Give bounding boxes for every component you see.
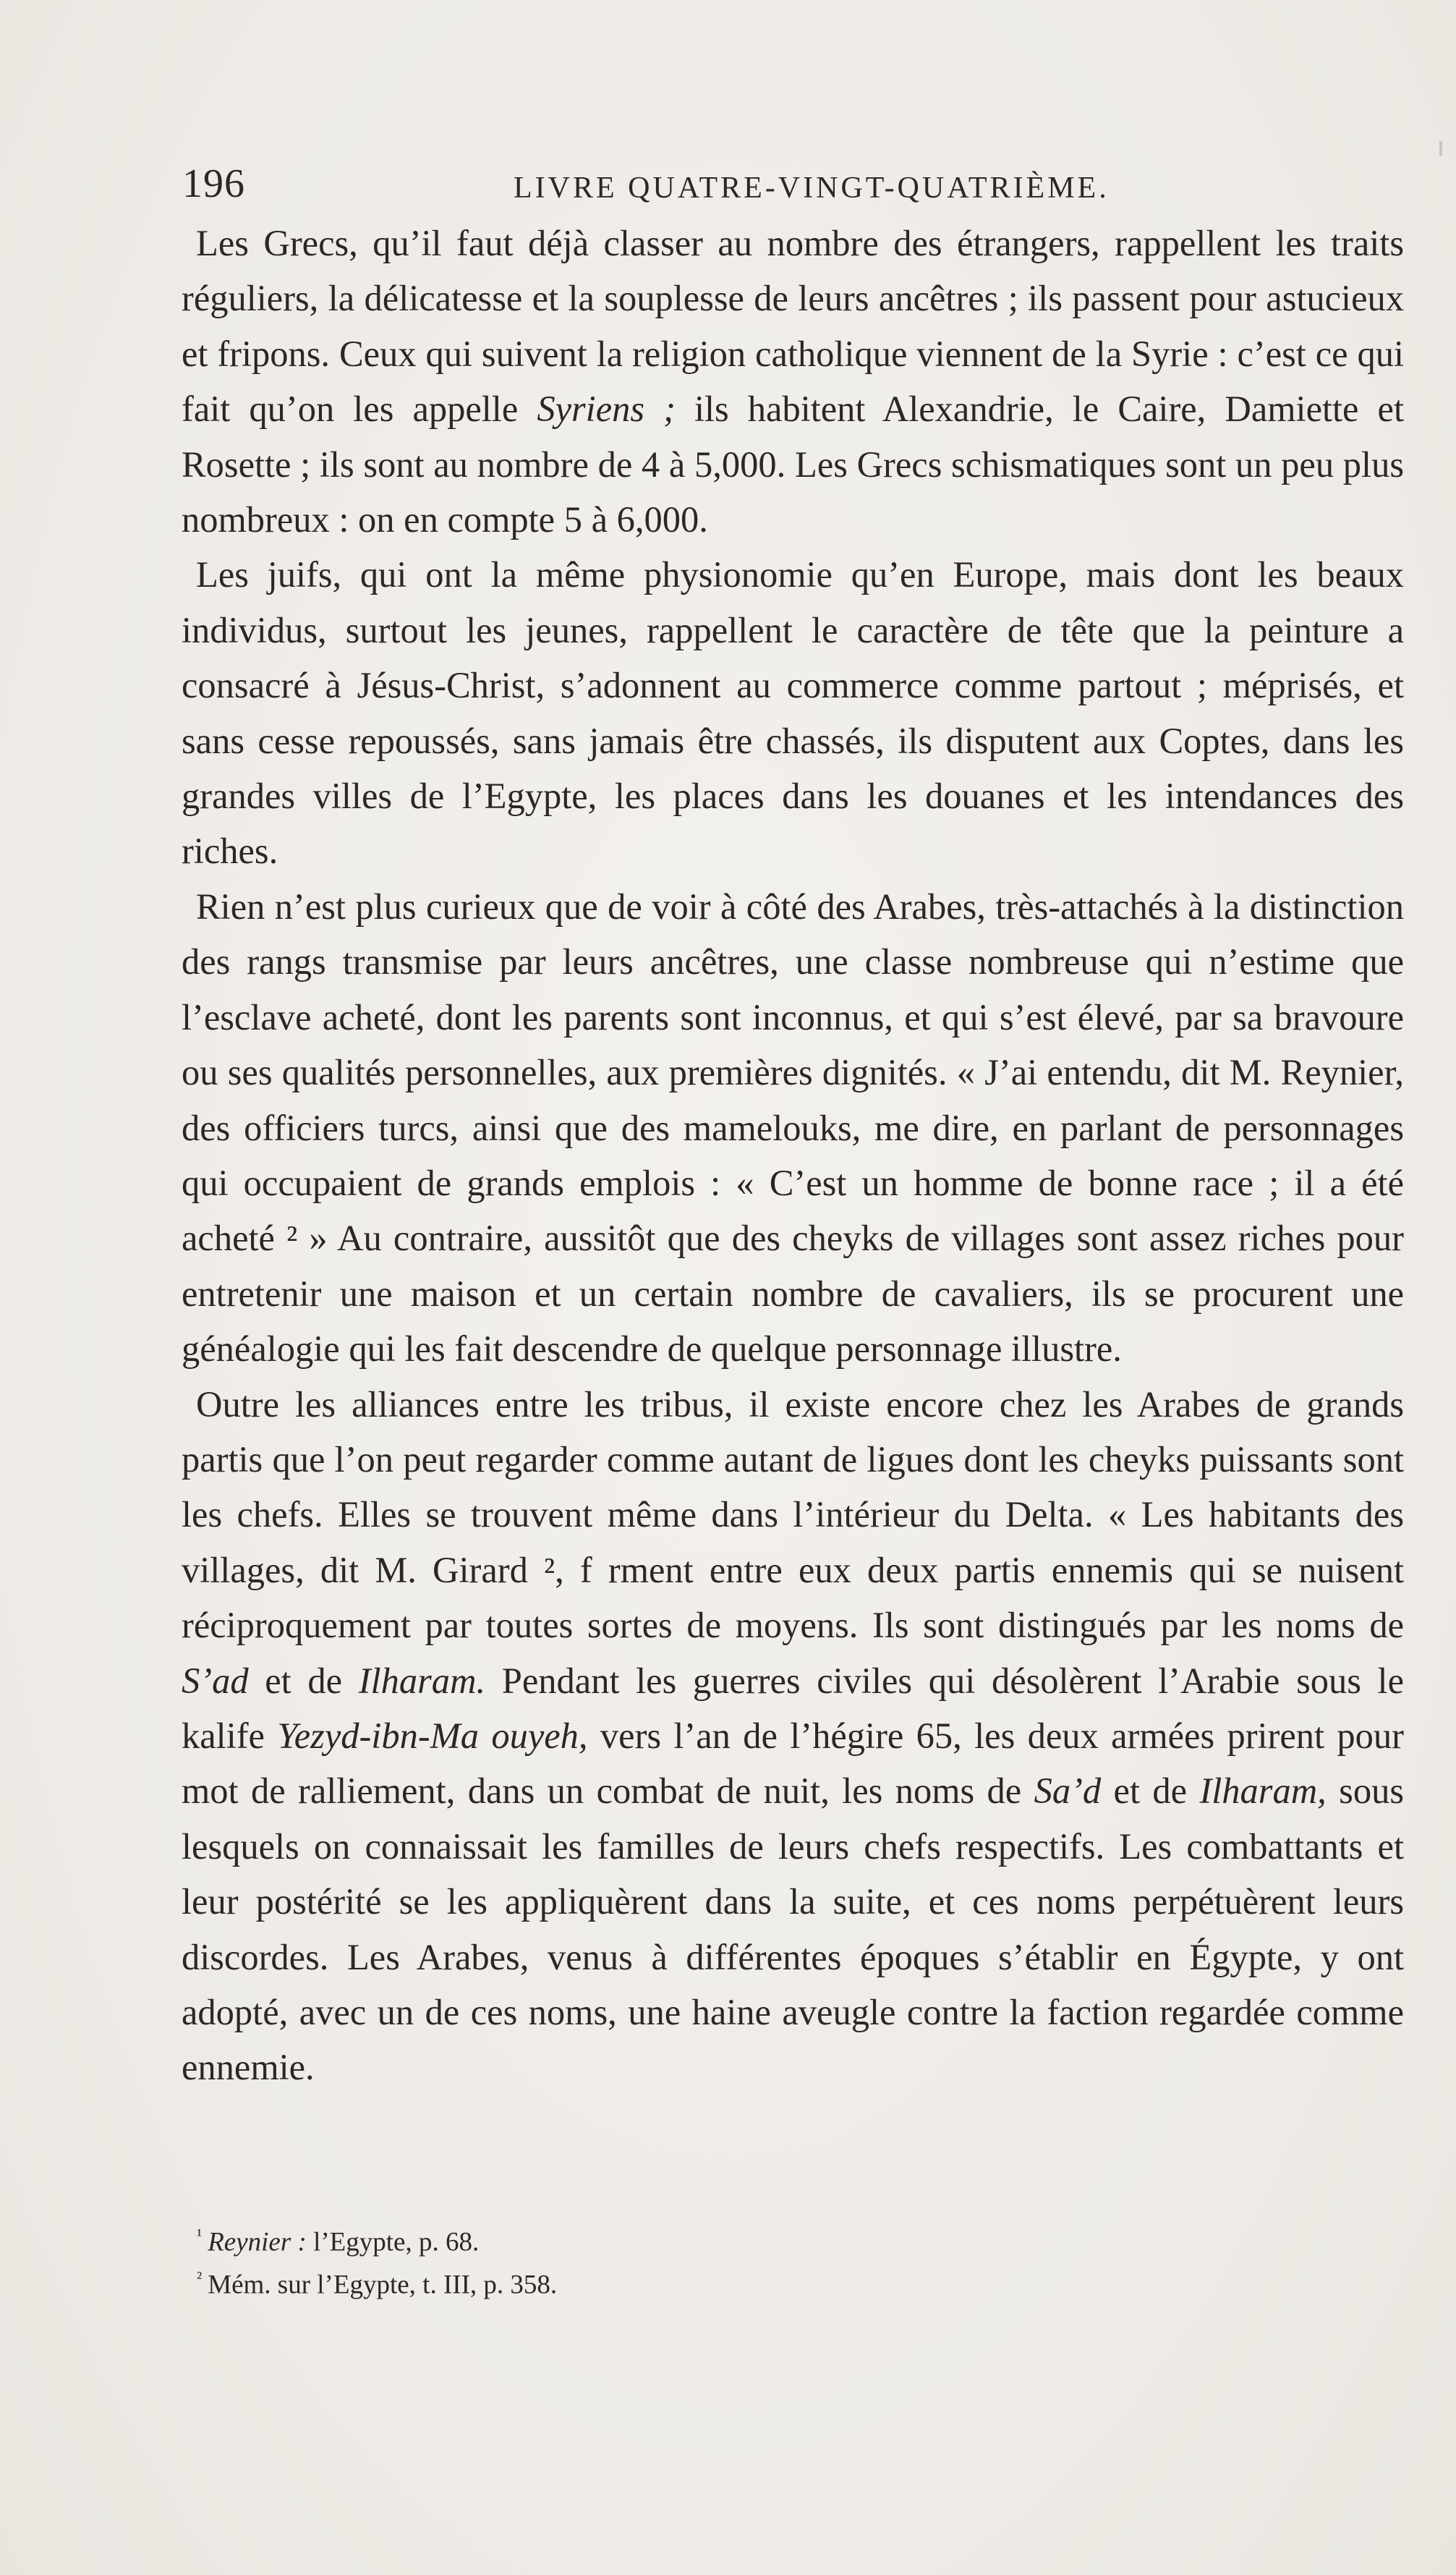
running-head: LIVRE QUATRE-VINGT-QUATRIÈME. (514, 171, 1110, 205)
italic-term: Syriens ; (537, 389, 676, 430)
italic-term: Ilharam. (358, 1660, 486, 1701)
paragraph-text: et de (1101, 1770, 1200, 1812)
footnote-number: ¹ (197, 2226, 203, 2245)
paragraph-text: ils habitent Alexandrie, le Caire, Damiette et Rosette ; ils sont au nombre de 4 à 5,000. Les Grecs schismatiques sont un peu plus nombreux : on en compte 5 à 6,000. (182, 389, 1404, 540)
footnote-author: Reynier : (208, 2227, 307, 2257)
paragraph-partis (182, 1377, 1404, 2095)
italic-term: Sa’d (1034, 1770, 1102, 1812)
footnote-text: Mém. sur l’Egypte, t. III, p. 358. (208, 2270, 558, 2300)
footnote-text: l’Egypte, p. 68. (306, 2227, 480, 2257)
scan-mark (1439, 141, 1442, 156)
paragraph-text: vers l’an de l’hégire 65, les deux armées prirent pour mot de ralliement, dans un combat de nuit, les noms de (182, 1715, 1404, 1812)
paragraph-juifs: Les juifs, qui ont la même physionomie qu’en Europe, mais dont les beaux individus, surtout les jeunes, rappellent le caractère de tête que la peinture a consacré à Jésus-Christ, s’adonnent au commerce comme partout ; méprisés, et sans cesse repoussés, sans jamais être chassés, ils disputent aux Coptes, dans les grandes villes de l’Egypte, les places dans les douanes et les intendances des riches. (182, 554, 1404, 872)
body-text (182, 216, 1404, 2095)
footnotes (197, 2218, 1137, 2304)
paragraph-text: Pendant les guerres civiles qui désolèrent l’Arabie sous le kalife (182, 1660, 1404, 1756)
paragraph-text: Outre les alliances entre les tribus, il existe encore chez les Arabes de grands partis que l’on peut regarder comme autant de ligues dont les cheyks puissants sont les chefs. Elles se trouvent même dans l’intérieur du Delta. « Les habitants des villages, dit M. Girard ², f rment entre eux deux partis ennemis qui se nuisent réciproquement par toutes sortes de moyens. Ils sont distingués par les noms de (182, 1383, 1404, 1646)
footnote-2 (197, 2260, 1137, 2303)
footnote-1 (197, 2218, 1137, 2260)
page-number: 196 (182, 161, 245, 206)
paragraph-text: sous lesquels on connaissait les familles de leurs chefs respectifs. Les combattants et leur postérité se les appliquèrent dans la suite, et ces noms perpétuèrent leurs discordes. Les Arabes, venus à différentes époques s’établir en Égypte, y ont adopté, avec un de ces noms, une haine aveugle contre la faction regardée comme ennemie. (182, 1770, 1404, 2088)
italic-term: S’ad (182, 1660, 249, 1701)
paragraph-text: Les Grecs, qu’il faut déjà classer au nombre des étrangers, rappellent les traits réguliers, la délicatesse et la souplesse de leurs ancêtres ; ils passent pour astucieux et fripons. Ceux qui suivent la religion catholique viennent de la Syrie : c’est ce qui fait qu’on les appelle (182, 223, 1404, 430)
paragraph-arabes-rangs: Rien n’est plus curieux que de voir à côté des Arabes, très-attachés à la distinction des rangs transmise par leurs ancêtres, une classe nombreuse qui n’estime que l’esclave acheté, dont les parents sont inconnus, et qui s’est élevé, par sa bravoure ou ses qualités personnelles, aux premières dignités. « J’ai entendu, dit M. Reynier, des officiers turcs, ainsi que des mamelouks, me dire, en parlant de personnages qui occupaient de grands emplois : « C’est un homme de bonne race ; il a été acheté ² » Au contraire, aussitôt que des cheyks de villages sont assez riches pour entretenir une maison et un certain nombre de cavaliers, ils se procurent une généalogie qui les fait descendre de quelque personnage illustre. (182, 886, 1404, 1370)
italic-term: Ilharam, (1199, 1770, 1327, 1812)
paragraph-text: et de (248, 1660, 359, 1701)
page-header (182, 161, 1405, 204)
footnote-number: ² (197, 2269, 203, 2288)
paragraph-grecs (182, 216, 1404, 547)
italic-term: Yezyd-ibn-Ma ouyeh, (277, 1715, 588, 1756)
